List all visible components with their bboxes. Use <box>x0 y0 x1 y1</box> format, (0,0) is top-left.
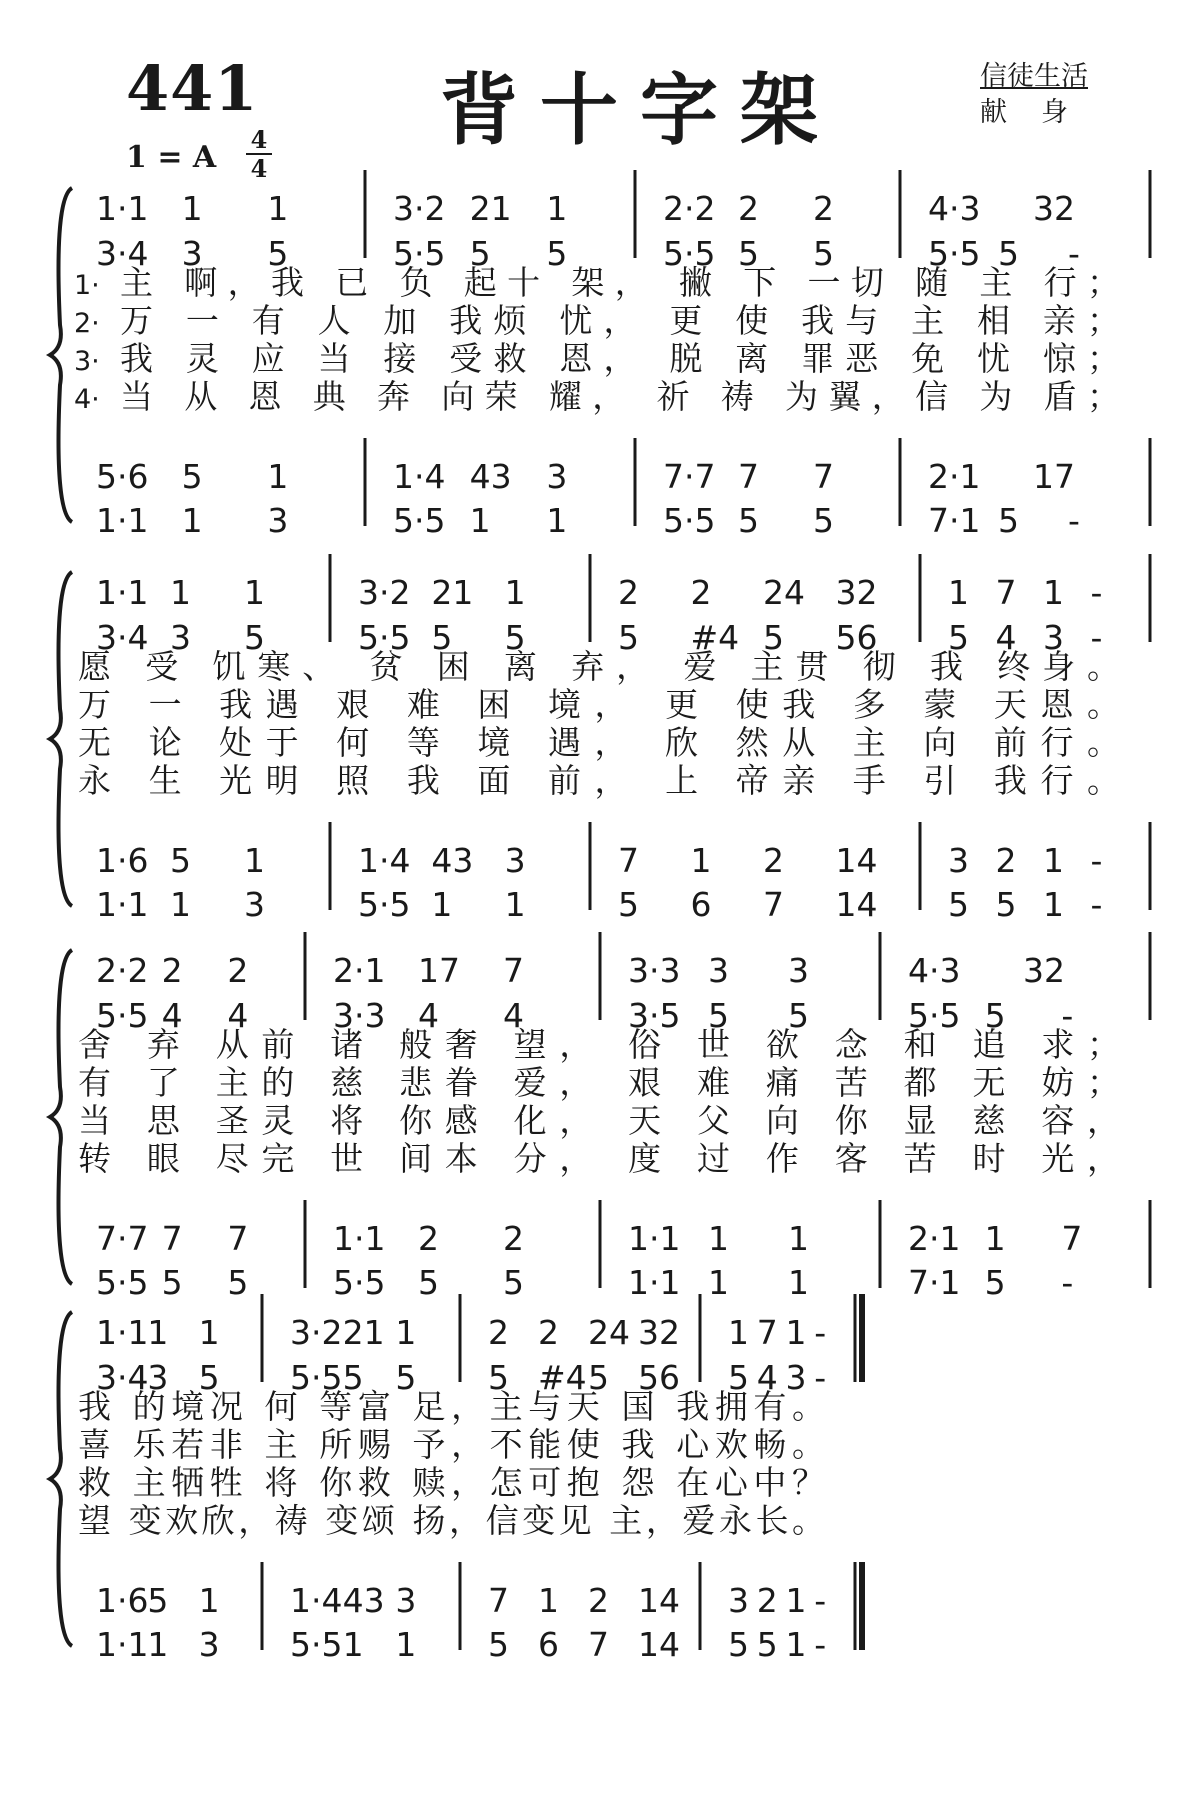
system-brace <box>50 188 72 522</box>
note-group: 24 <box>588 1313 630 1352</box>
note-group: 5·5 <box>908 996 961 1035</box>
note-group: 1·1 <box>333 1219 386 1258</box>
note-group: 5·5 <box>663 234 716 273</box>
note-group: 3 <box>948 841 969 880</box>
note-group: 4 <box>503 996 524 1035</box>
note-group: 1 <box>546 189 568 228</box>
note-group: 5 <box>948 618 969 657</box>
verse-number: 3· <box>74 346 100 377</box>
note-group: 5 <box>998 501 1019 540</box>
note-group: 1 <box>728 1313 749 1352</box>
note-group: 7 <box>618 841 639 880</box>
note-group: 5 <box>998 234 1019 273</box>
note-group: 1 <box>788 1263 809 1302</box>
note-group: 3 <box>244 885 265 924</box>
note-group: 1 <box>948 573 969 612</box>
note-group: 3·3 <box>333 996 386 1035</box>
note-group: 4 <box>995 618 1017 657</box>
note-group: 7 <box>763 885 784 924</box>
note-group: - <box>1061 1263 1074 1302</box>
note-group: 2 <box>227 951 249 990</box>
note-group: 1 <box>1043 841 1064 880</box>
note-group: 5 <box>995 885 1017 924</box>
note-group: 1 <box>431 885 453 924</box>
note-group: 1·4 <box>290 1581 343 1620</box>
note-group: 5 <box>488 1625 509 1664</box>
note-group: 2 <box>418 1219 439 1258</box>
hymn-subcategory: 献身 <box>980 97 1102 128</box>
note-group: 7 <box>588 1625 609 1664</box>
note-group: 1 <box>244 573 265 612</box>
note-group: 1 <box>785 1581 807 1620</box>
note-group: 2 <box>618 573 639 612</box>
note-group: 5 <box>395 1358 417 1397</box>
note-group: 5 <box>161 1263 183 1302</box>
note-group: 5 <box>813 234 834 273</box>
note-group: - <box>814 1313 827 1352</box>
note-group: 3 <box>147 1358 169 1397</box>
note-group: 5 <box>788 996 809 1035</box>
note-group: 17 <box>418 951 460 990</box>
note-group: 5 <box>546 234 568 273</box>
note-group: 3·4 <box>96 234 149 273</box>
note-group: 7 <box>503 951 524 990</box>
note-group: 5 <box>948 885 969 924</box>
note-group: 21 <box>431 573 474 612</box>
lyric-line: 救 主牺牲 将 你救 赎，怎可抱 怨 在心中？ <box>78 1463 825 1502</box>
note-group: 3 <box>504 841 526 880</box>
note-group: 7 <box>227 1219 249 1258</box>
lyric-line: 有 了 主的 慈 悲眷 爱， 艰 难 痛 苦 都 无 妨； <box>78 1063 1120 1102</box>
note-group: 7·7 <box>663 457 716 496</box>
note-group: 2·2 <box>96 951 149 990</box>
lyric-line: 我 的境况 何 等富 足，主与天 国 我拥有。 <box>78 1387 825 1426</box>
note-group: 1 <box>395 1625 417 1664</box>
note-group: 7 <box>995 573 1017 612</box>
note-group: 5·5 <box>393 501 446 540</box>
note-group: 1 <box>1043 885 1064 924</box>
note-group: 1·1 <box>96 501 149 540</box>
note-group: 1 <box>198 1581 220 1620</box>
note-group: 1·4 <box>393 457 446 496</box>
note-group: 2·1 <box>908 1219 961 1258</box>
note-group: 4 <box>756 1358 778 1397</box>
hymn-category: 信徒生活 <box>980 61 1088 92</box>
note-group: - <box>1090 841 1103 880</box>
verse-number: 4· <box>74 384 100 415</box>
note-group: 3·2 <box>290 1313 343 1352</box>
note-group: 5 <box>756 1625 778 1664</box>
note-group: 5 <box>227 1263 249 1302</box>
note-group: 3·2 <box>358 573 411 612</box>
lyric-line: 万 一 有 人 加 我烦 忧， 更 使 我与 主 相 亲； <box>120 301 1120 340</box>
note-group: 5 <box>738 234 759 273</box>
hymn-title: 背十字架 <box>440 66 841 156</box>
note-group: 43 <box>469 457 512 496</box>
note-group: 5·5 <box>96 1263 149 1302</box>
lyric-line: 永 生 光明 照 我 面 前， 上 帝亲 手 引 我行。 <box>78 761 1120 800</box>
note-group: 5 <box>198 1358 220 1397</box>
note-group: 2 <box>161 951 183 990</box>
note-group: 32 <box>1033 189 1075 228</box>
system-brace <box>50 1312 72 1646</box>
note-group: 1·1 <box>96 1313 149 1352</box>
note-group: 5·5 <box>333 1263 386 1302</box>
key-signature: 1 = A <box>126 140 217 175</box>
note-group: 6 <box>690 885 712 924</box>
note-group: 1 <box>469 501 491 540</box>
note-group: 7 <box>813 457 834 496</box>
note-group: 7·7 <box>96 1219 149 1258</box>
note-group: 1 <box>147 1313 169 1352</box>
note-group: - <box>1061 996 1074 1035</box>
note-group: 7 <box>488 1581 509 1620</box>
note-group: 5·5 <box>290 1625 343 1664</box>
note-group: 1 <box>1043 573 1064 612</box>
note-group: 5 <box>618 618 639 657</box>
note-group: 2 <box>756 1581 778 1620</box>
note-group: 2 <box>503 1219 524 1258</box>
note-group: 5·5 <box>290 1358 343 1397</box>
note-group: 5 <box>984 1263 1006 1302</box>
note-group: 1 <box>504 573 526 612</box>
note-group: 5 <box>738 501 759 540</box>
note-group: 2 <box>738 189 759 228</box>
note-group: 5 <box>181 457 203 496</box>
note-group: 56 <box>835 618 878 657</box>
note-group: 3·3 <box>628 951 681 990</box>
note-group: 2 <box>995 841 1017 880</box>
note-group: 1·1 <box>628 1263 681 1302</box>
lyric-line: 转 眼 尽完 世 间本 分， 度 过 作 客 苦 时 光， <box>78 1139 1120 1178</box>
note-group: 7·1 <box>928 501 981 540</box>
note-group: 5 <box>813 501 834 540</box>
note-group: 5 <box>431 618 453 657</box>
note-group: 2·2 <box>663 189 716 228</box>
note-group: 5·5 <box>358 885 411 924</box>
note-group: 1·4 <box>358 841 411 880</box>
lyric-line: 当 从 恩 典 奔 向荣 耀， 祈 祷 为翼，信 为 盾； <box>120 377 1120 416</box>
note-group: 5·6 <box>96 457 149 496</box>
note-group: 21 <box>342 1313 385 1352</box>
lyric-line: 喜 乐若非 主 所赐 予，不能使 我 心欢畅。 <box>78 1425 825 1464</box>
note-group: 14 <box>638 1581 680 1620</box>
note-group: 17 <box>1033 457 1075 496</box>
note-group: 5·5 <box>358 618 411 657</box>
note-group: 43 <box>431 841 474 880</box>
note-group: 32 <box>1023 951 1065 990</box>
note-group: 1 <box>267 189 289 228</box>
note-group: 1 <box>504 885 526 924</box>
hymn-number: 441 <box>126 52 259 125</box>
lyric-line: 望 变欢欣，祷 变颂 扬，信变见 主，爱永长。 <box>78 1501 825 1540</box>
time-signature-top: 4 <box>250 125 268 154</box>
note-group: 1 <box>170 885 191 924</box>
note-group: 5·5 <box>663 501 716 540</box>
note-group: 32 <box>638 1313 680 1352</box>
note-group: 3 <box>546 457 568 496</box>
lyric-line: 我 灵 应 当 接 受救 恩， 脱 离 罪恶 免 忧 惊； <box>120 339 1120 378</box>
note-group: 5 <box>618 885 639 924</box>
note-group: 1 <box>708 1219 729 1258</box>
note-group: 7 <box>738 457 759 496</box>
note-group: 5 <box>342 1358 364 1397</box>
note-group: 1 <box>244 841 265 880</box>
note-group: 43 <box>342 1581 385 1620</box>
note-group: 3 <box>785 1358 807 1397</box>
note-group: - <box>1090 885 1103 924</box>
note-group: 2·1 <box>928 457 981 496</box>
note-group: - <box>814 1581 827 1620</box>
note-group: - <box>1090 573 1103 612</box>
note-group: 5·5 <box>928 234 981 273</box>
note-group: 1 <box>708 1263 729 1302</box>
note-group: 4 <box>418 996 439 1035</box>
note-group: 1 <box>785 1625 807 1664</box>
note-group: #4 <box>690 618 740 657</box>
note-group: 1·1 <box>96 573 149 612</box>
note-group: 3 <box>267 501 289 540</box>
note-group: 5 <box>418 1263 439 1302</box>
time-signature-bottom: 4 <box>250 154 268 183</box>
note-group: 4·3 <box>908 951 961 990</box>
note-group: 3 <box>181 234 203 273</box>
note-group: 3 <box>708 951 729 990</box>
note-group: 1 <box>198 1313 220 1352</box>
note-group: 1 <box>538 1581 559 1620</box>
note-group: 5 <box>504 618 526 657</box>
note-group: 5 <box>469 234 491 273</box>
note-group: - <box>1090 618 1103 657</box>
note-group: 5 <box>708 996 729 1035</box>
note-group: 14 <box>835 885 878 924</box>
note-group: - <box>814 1358 827 1397</box>
note-group: 5 <box>170 841 191 880</box>
note-group: 4 <box>161 996 183 1035</box>
note-group: 1 <box>690 841 712 880</box>
note-group: 2 <box>813 189 834 228</box>
note-group: 1·6 <box>96 841 149 880</box>
note-group: #4 <box>538 1358 587 1397</box>
note-group: 1·1 <box>96 1625 149 1664</box>
note-group: 3·4 <box>96 1358 149 1397</box>
note-group: 21 <box>469 189 512 228</box>
note-group: 6 <box>538 1625 559 1664</box>
note-group: 1 <box>984 1219 1006 1258</box>
system-brace <box>50 572 72 906</box>
note-group: 3 <box>170 618 191 657</box>
note-group: 56 <box>638 1358 680 1397</box>
note-group: 3·4 <box>96 618 149 657</box>
note-group: 5 <box>763 618 784 657</box>
note-group: 3 <box>198 1625 220 1664</box>
note-group: 1 <box>181 189 203 228</box>
note-group: 32 <box>835 573 878 612</box>
note-group: 5 <box>984 996 1006 1035</box>
note-group: 5 <box>147 1581 169 1620</box>
note-group: - <box>814 1625 827 1664</box>
note-group: 2·1 <box>333 951 386 990</box>
note-group: 3·2 <box>393 189 446 228</box>
note-group: 5 <box>267 234 289 273</box>
note-group: 5 <box>488 1358 509 1397</box>
note-group: 1·1 <box>96 189 149 228</box>
note-group: 14 <box>638 1625 680 1664</box>
note-group: 1 <box>342 1625 364 1664</box>
note-group: 7 <box>756 1313 778 1352</box>
note-group: 2 <box>538 1313 559 1352</box>
note-group: 1 <box>395 1313 417 1352</box>
note-group: 5 <box>244 618 265 657</box>
note-group: 2 <box>488 1313 509 1352</box>
note-group: 1·1 <box>628 1219 681 1258</box>
note-group: 7 <box>1061 1219 1083 1258</box>
note-group: 1 <box>785 1313 807 1352</box>
note-group: - <box>1068 501 1080 540</box>
lyric-line: 当 思 圣灵 将 你感 化， 天 父 向 你 显 慈 容， <box>78 1101 1120 1140</box>
note-group: 1 <box>546 501 568 540</box>
lyric-line: 愿 受 饥寒、 贫 困 离 弃， 爱 主贯 彻 我 终身。 <box>78 647 1120 686</box>
note-group: 1 <box>267 457 289 496</box>
note-group: - <box>1068 234 1080 273</box>
note-group: 5·5 <box>393 234 446 273</box>
note-group: 5 <box>728 1358 749 1397</box>
note-group: 1 <box>788 1219 809 1258</box>
lyric-line: 无 论 处于 何 等 境 遇， 欣 然从 主 向 前行。 <box>78 723 1120 762</box>
lyric-line: 万 一 我遇 艰 难 困 境， 更 使我 多 蒙 天恩。 <box>78 685 1120 724</box>
system-brace <box>50 950 72 1284</box>
verse-number: 1· <box>74 270 100 301</box>
note-group: 3 <box>1043 618 1064 657</box>
note-group: 7·1 <box>908 1263 961 1302</box>
verse-number: 2· <box>74 308 100 339</box>
note-group: 5·5 <box>96 996 149 1035</box>
note-group: 2 <box>588 1581 609 1620</box>
lyric-line: 舍 弃 从前 诸 般奢 望， 俗 世 欲 念 和 追 求； <box>78 1025 1120 1064</box>
note-group: 3 <box>395 1581 417 1620</box>
lyric-line: 主 啊，我 已 负 起十 架， 撇 下 一切 随 主 行； <box>120 263 1120 302</box>
note-group: 1·6 <box>96 1581 149 1620</box>
note-group: 3 <box>728 1581 749 1620</box>
note-group: 3·5 <box>628 996 681 1035</box>
note-group: 24 <box>763 573 805 612</box>
note-group: 4 <box>227 996 249 1035</box>
note-group: 2 <box>763 841 784 880</box>
note-group: 5 <box>588 1358 609 1397</box>
note-group: 5 <box>503 1263 524 1302</box>
note-group: 7 <box>161 1219 183 1258</box>
note-group: 4·3 <box>928 189 981 228</box>
note-group: 5 <box>728 1625 749 1664</box>
note-group: 3 <box>788 951 809 990</box>
note-group: 1 <box>181 501 203 540</box>
note-group: 1 <box>170 573 191 612</box>
note-group: 1 <box>147 1625 169 1664</box>
note-group: 14 <box>835 841 878 880</box>
note-group: 1·1 <box>96 885 149 924</box>
note-group: 2 <box>690 573 712 612</box>
